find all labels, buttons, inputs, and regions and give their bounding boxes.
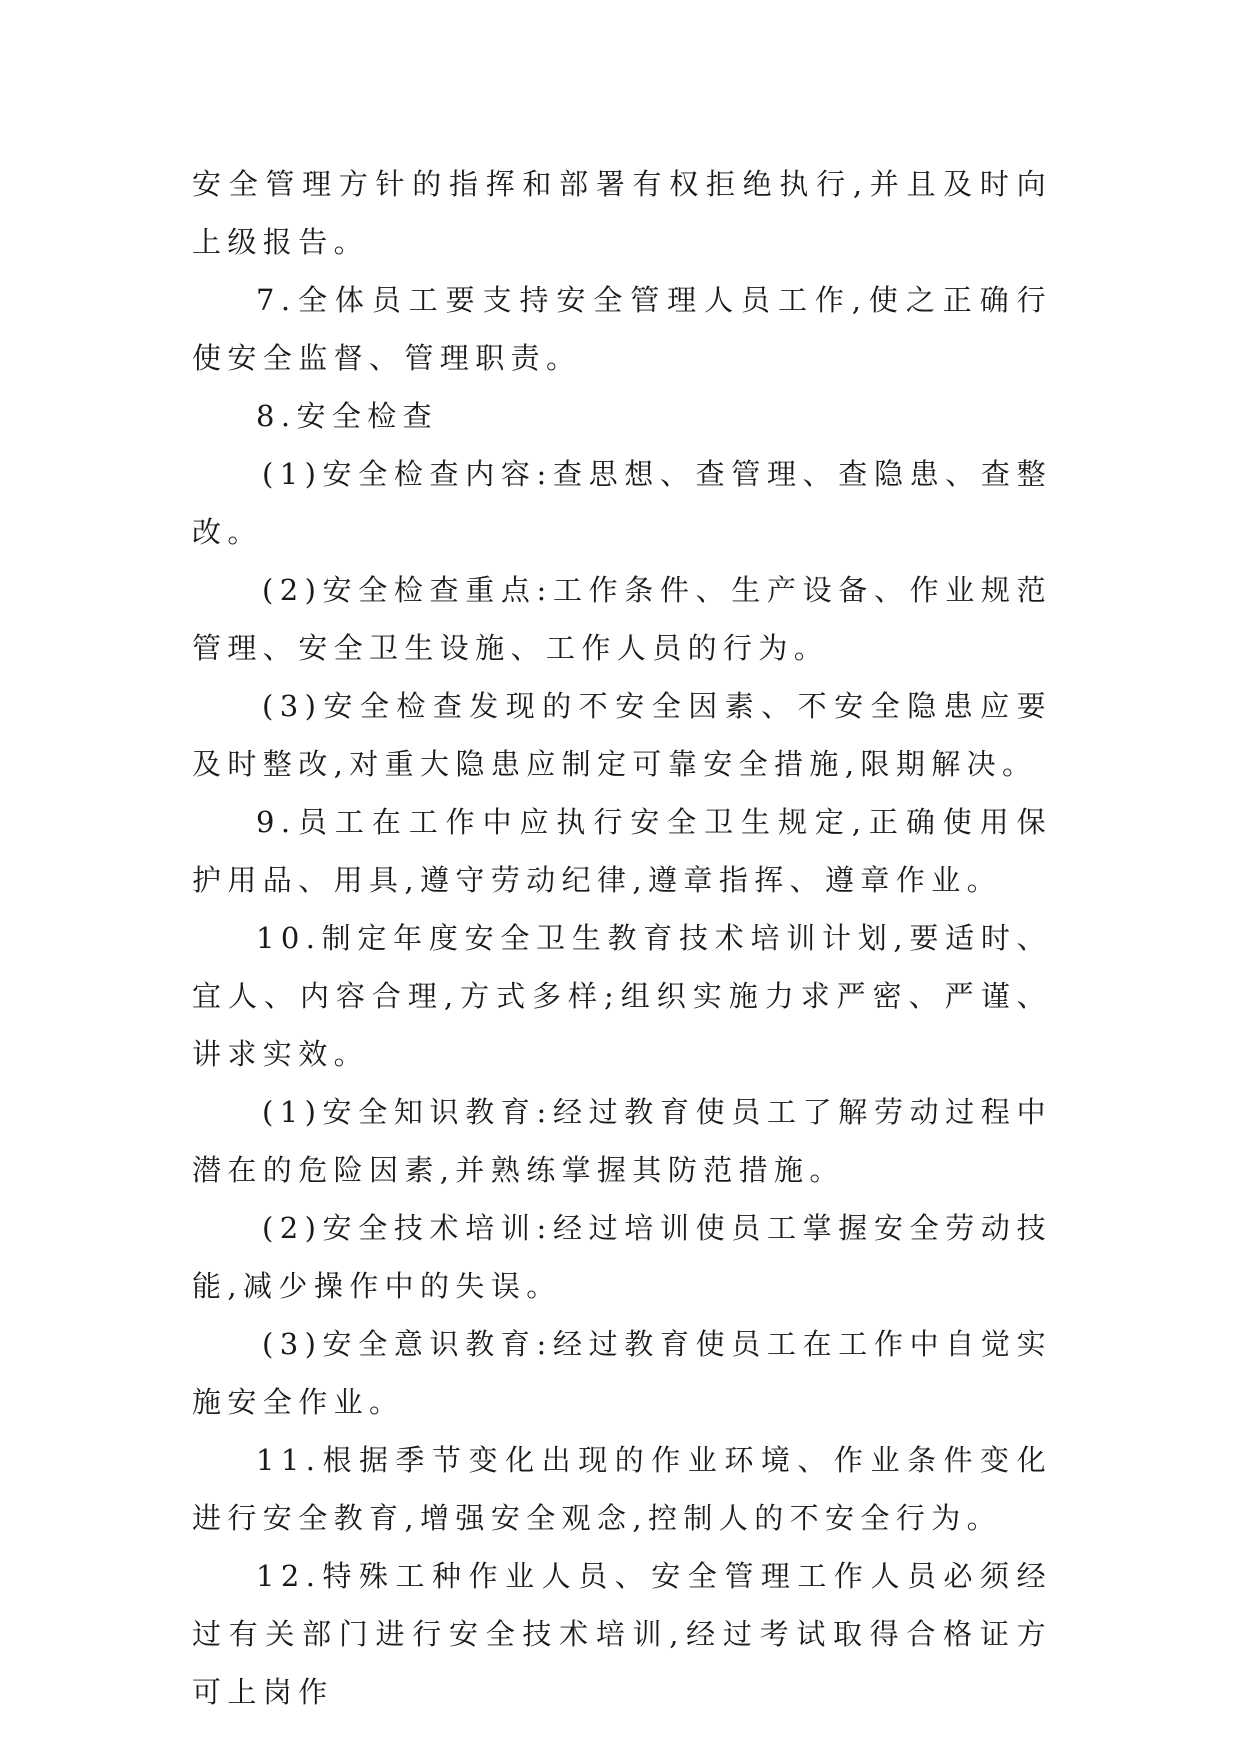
paragraph-item-7: 7.全体员工要支持安全管理人员工作,使之正确行使安全监督、管理职责。 bbox=[192, 283, 1052, 375]
paragraph-10-2: (2)安全技术培训:经过培训使员工掌握安全劳动技能,减少操作中的失误。 bbox=[192, 1211, 1052, 1303]
section-heading-8: 8.安全检查 bbox=[256, 399, 439, 433]
paragraph-8-1: (1)安全检查内容:查思想、查管理、查隐患、查整改。 bbox=[192, 457, 1052, 549]
paragraph-item-9: 9.员工在工作中应执行安全卫生规定,正确使用保护用品、用具,遵守劳动纪律,遵章指挥、遵章作业。 bbox=[192, 805, 1052, 897]
paragraph-10-1: (1)安全知识教育:经过教育使员工了解劳动过程中潜在的危险因素,并熟练掌握其防范措施。 bbox=[192, 1095, 1052, 1187]
paragraph-8-3: (3)安全检查发现的不安全因素、不安全隐患应要及时整改,对重大隐患应制定可靠安全措施,限期解决。 bbox=[192, 689, 1052, 781]
paragraph-item-10: 10.制定年度安全卫生教育技术培训计划,要适时、宜人、内容合理,方式多样;组织实施力求严密、严谨、讲求实效。 bbox=[192, 921, 1052, 1071]
paragraph-10-3: (3)安全意识教育:经过教育使员工在工作中自觉实施安全作业。 bbox=[192, 1327, 1052, 1419]
paragraph-item-12: 12.特殊工种作业人员、安全管理工作人员必须经过有关部门进行安全技术培训,经过考试取得合格证方可上岗作 bbox=[192, 1559, 1052, 1709]
paragraph-8-2: (2)安全检查重点:工作条件、生产设备、作业规范管理、安全卫生设施、工作人员的行为。 bbox=[192, 573, 1052, 665]
document-body bbox=[192, 155, 1052, 1721]
paragraph-continuation: 安全管理方针的指挥和部署有权拒绝执行,并且及时向上级报告。 bbox=[192, 167, 1052, 259]
paragraph-item-11: 11.根据季节变化出现的作业环境、作业条件变化进行安全教育,增强安全观念,控制人的不安全行为。 bbox=[192, 1443, 1052, 1535]
